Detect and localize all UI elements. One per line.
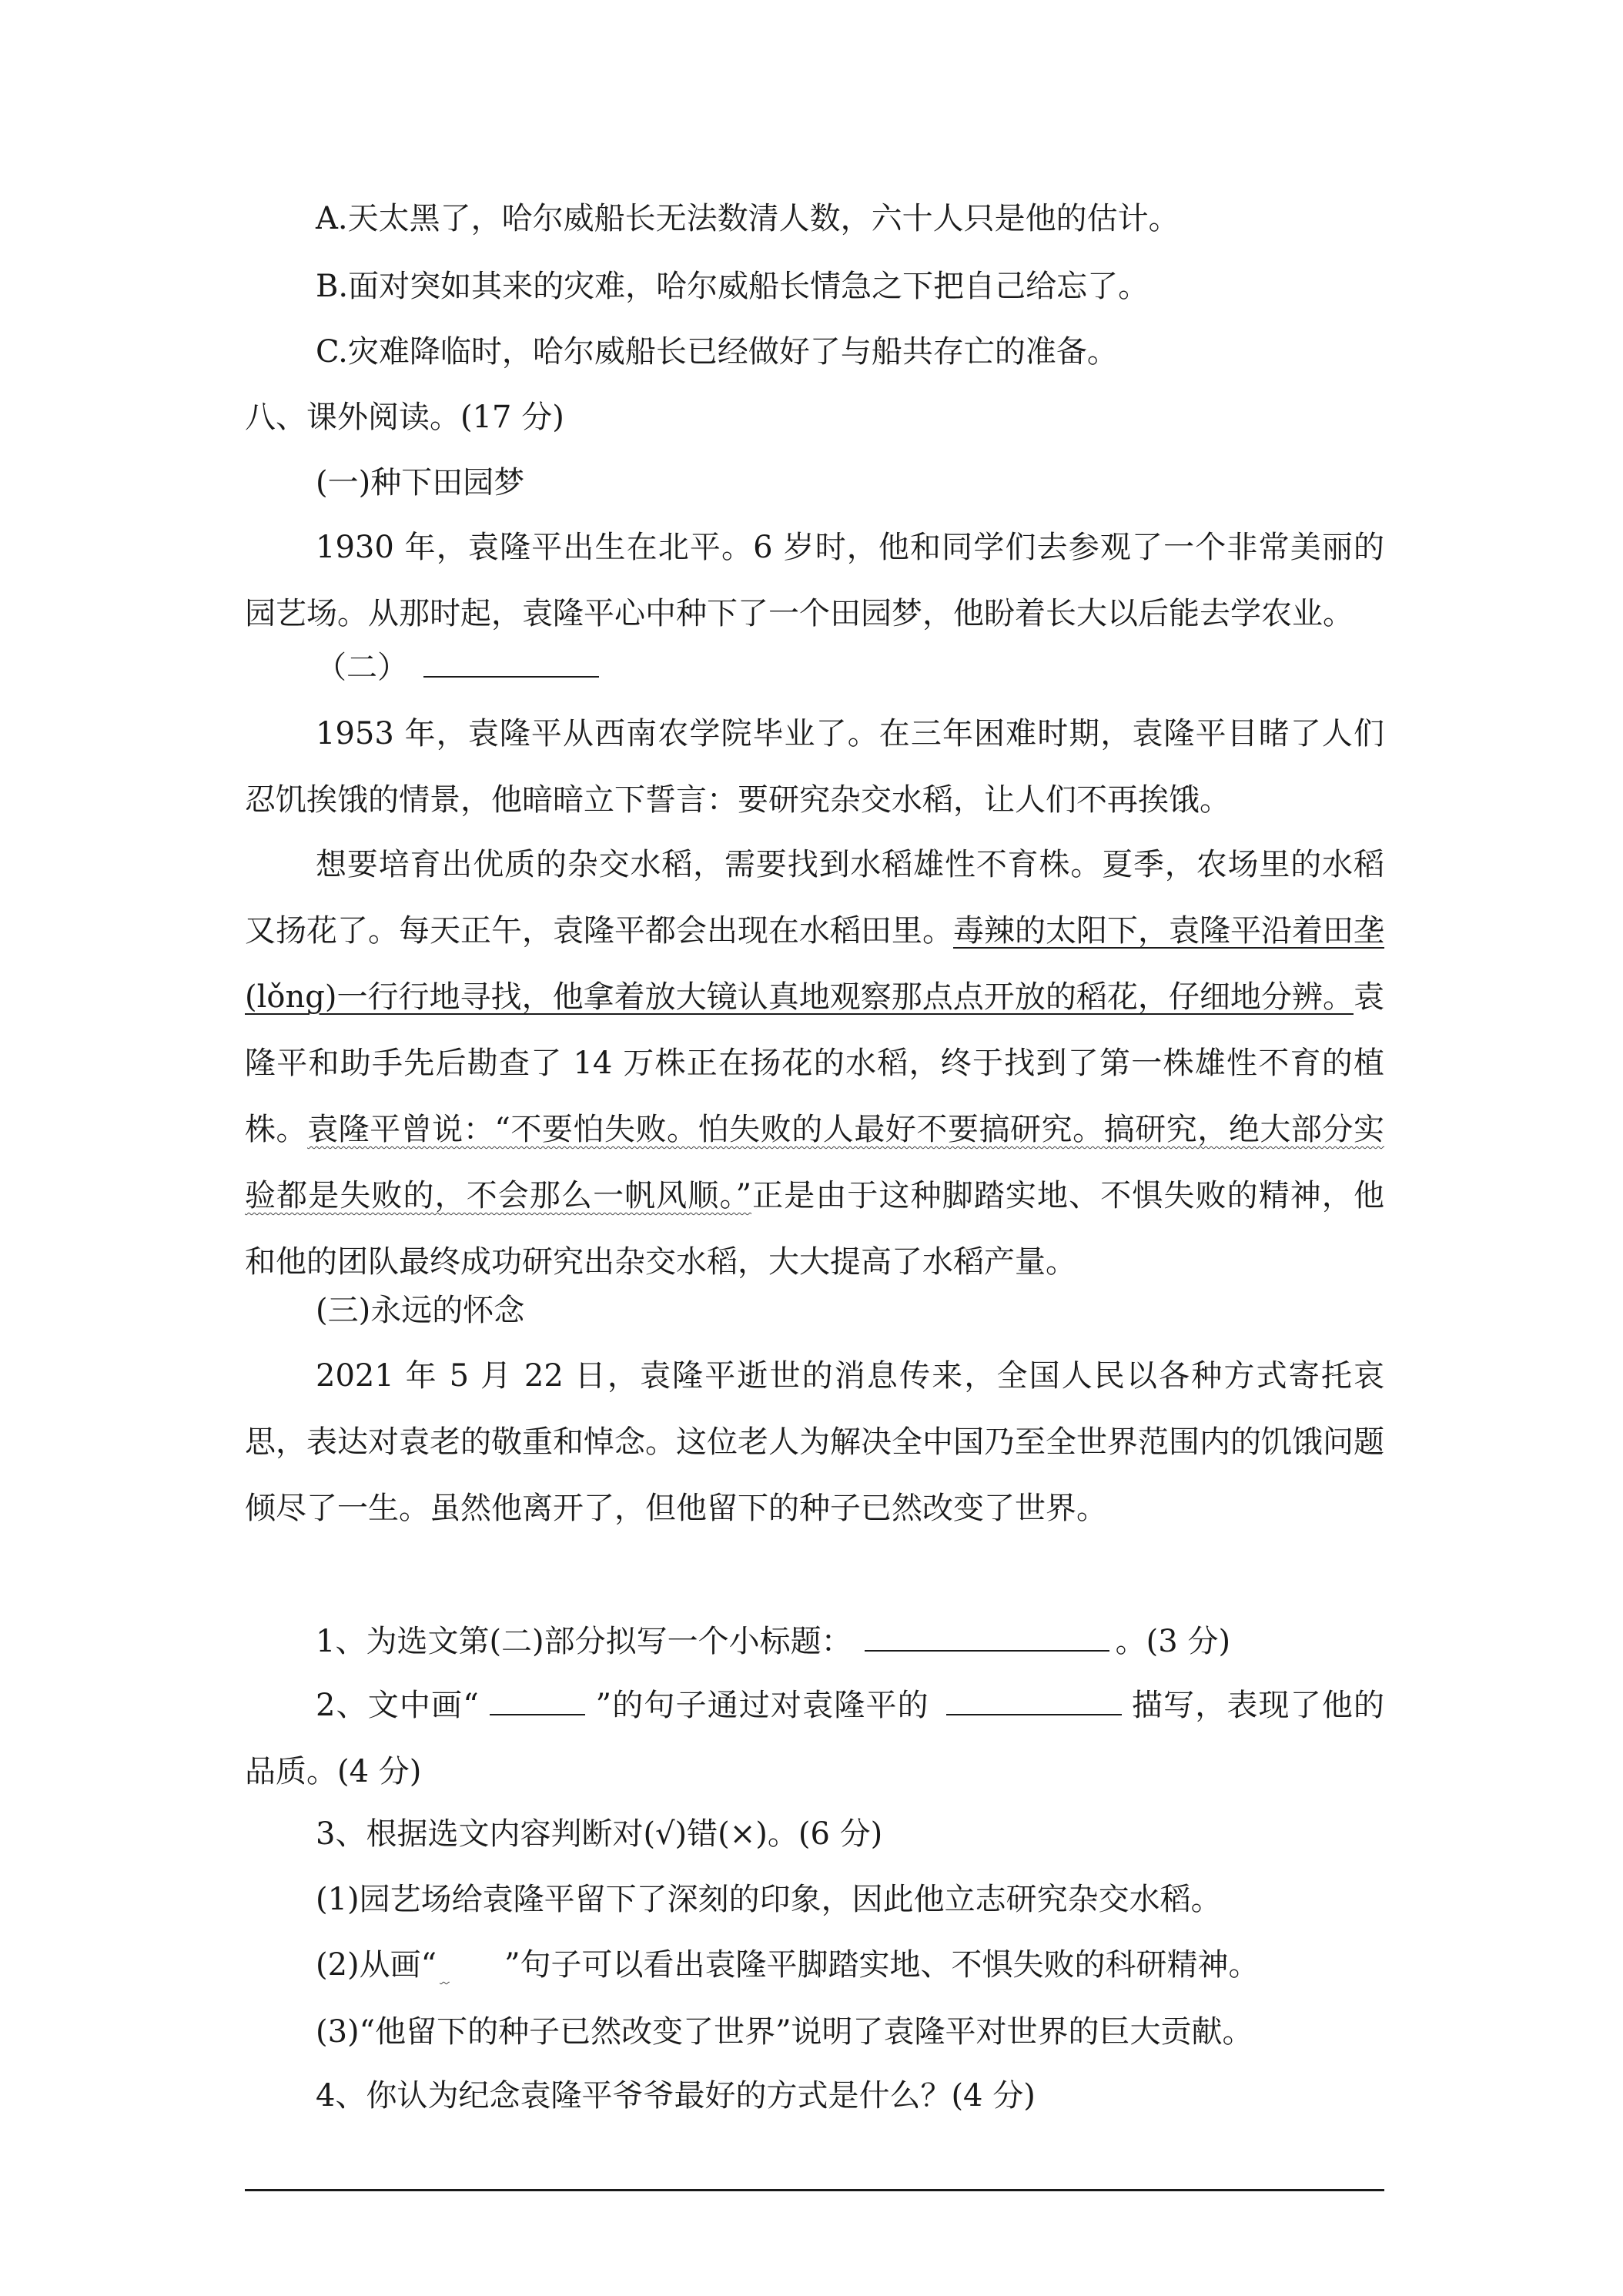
part3-title: (三)永远的怀念 [316, 1293, 525, 1328]
question-3-2-wavy-mark [440, 1948, 501, 1982]
question-1-blank[interactable] [865, 1627, 1109, 1652]
question-2-text-c: 描写，表现了他的品质。(4 分) [245, 1688, 1385, 1789]
part2-p2-text-c: 正是由于这种脚踏实地、不惧失败的精神，他和他的团队最终成功研究出杂交水稻，大大提高了水稻产量。 [245, 1178, 1385, 1280]
answer-line[interactable] [245, 2189, 1384, 2191]
question-3-2-text-a: (2)从画“ [316, 1947, 437, 1983]
question-3-1: (1)园艺场给袁隆平留下了深刻的印象，因此他立志研究杂交水稻。 [316, 1882, 1222, 1917]
question-1 [316, 1625, 1230, 1658]
part2-p2-text-b: 袁隆平和助手先后勘查了 14 万株正在扬花的水稻，终于找到了第一株雄性不育的植株。 [245, 979, 1384, 1147]
question-2-text-b: ”的句子通过对袁隆平的 [595, 1688, 929, 1723]
part1-paragraph: 1930 年，袁隆平出生在北平。6 岁时，他和同学们去参观了一个非常美丽的园艺场。从那时起，袁隆平心中种下了一个田园梦，他盼着长大以后能去学农业。 [245, 530, 1384, 631]
question-1-text: 1、为选文第(二)部分拟写一个小标题： [316, 1624, 852, 1659]
question-2 [245, 1672, 1384, 1805]
option-a: A.天太黑了，哈尔威船长无法数清人数，六十人只是他的估计。 [316, 201, 1180, 236]
question-3: 3、根据选文内容判断对(√)错(×)。(6 分) [316, 1816, 883, 1852]
part1-title: (一)种下田园梦 [316, 465, 525, 500]
part3-paragraph: 2021 年 5 月 22 日，袁隆平逝世的消息传来，全国人民以各种方式寄托哀思，表达对袁老的敬重和悼念。这位老人为解决全中国乃至全世界范围内的饥饿问题倾尽了一生。虽然他离开了，但他留下的种子已然改变了世界。 [245, 1358, 1384, 1526]
question-4: 4、你认为纪念袁隆平爷爷最好的方式是什么？(4 分) [316, 2078, 1036, 2114]
question-3-3: (3)“他留下的种子已然改变了世界”说明了袁隆平对世界的巨大贡献。 [316, 2014, 1253, 2050]
question-2-blank-description[interactable] [946, 1691, 1122, 1715]
question-2-blank-mark[interactable] [490, 1691, 585, 1715]
wavy-underlined-quote: 袁隆平曾说：“不要怕失败。怕失败的人最好不要搞研究。搞研究，绝大部分实验都是失败的，不会那么一帆风顺。” [245, 1112, 1385, 1213]
part2-title-label: （二） [316, 650, 408, 685]
option-b: B.面对突如其来的灾难，哈尔威船长情急之下把自己给忘了。 [316, 269, 1149, 304]
question-3-2-text-b: ”句子可以看出袁隆平脚踏实地、不惧失败的科研精神。 [504, 1947, 1260, 1983]
part2-title-blank [423, 653, 599, 678]
question-1-points: 。(3 分) [1115, 1624, 1231, 1659]
part2-title [316, 651, 599, 684]
part2-p2-text-a: 想要培育出优质的杂交水稻，需要找到水稻雄性不育株。夏季，农场里的水稻又扬花了。每天正午，袁隆平都会出现在水稻田里。 [245, 847, 1384, 949]
section-heading: 八、课外阅读。(17 分) [245, 400, 564, 435]
underlined-sentence: 毒辣的太阳下，袁隆平沿着田垄(lǒng)一行行地寻找，他拿着放大镜认真地观察那点点开放的稻花，仔细地分辨。 [245, 913, 1384, 1015]
question-2-text-a: 2、文中画“ [316, 1688, 479, 1723]
part2-paragraph-1: 1953 年，袁隆平从西南农学院毕业了。在三年困难时期，袁隆平目睹了人们忍饥挨饿的情景，他暗暗立下誓言：要研究杂交水稻，让人们不再挨饿。 [245, 716, 1384, 818]
option-c: C.灾难降临时，哈尔威船长已经做好了与船共存亡的准备。 [316, 334, 1118, 370]
question-3-2 [316, 1948, 1260, 1982]
part2-paragraph-2 [245, 832, 1384, 1295]
